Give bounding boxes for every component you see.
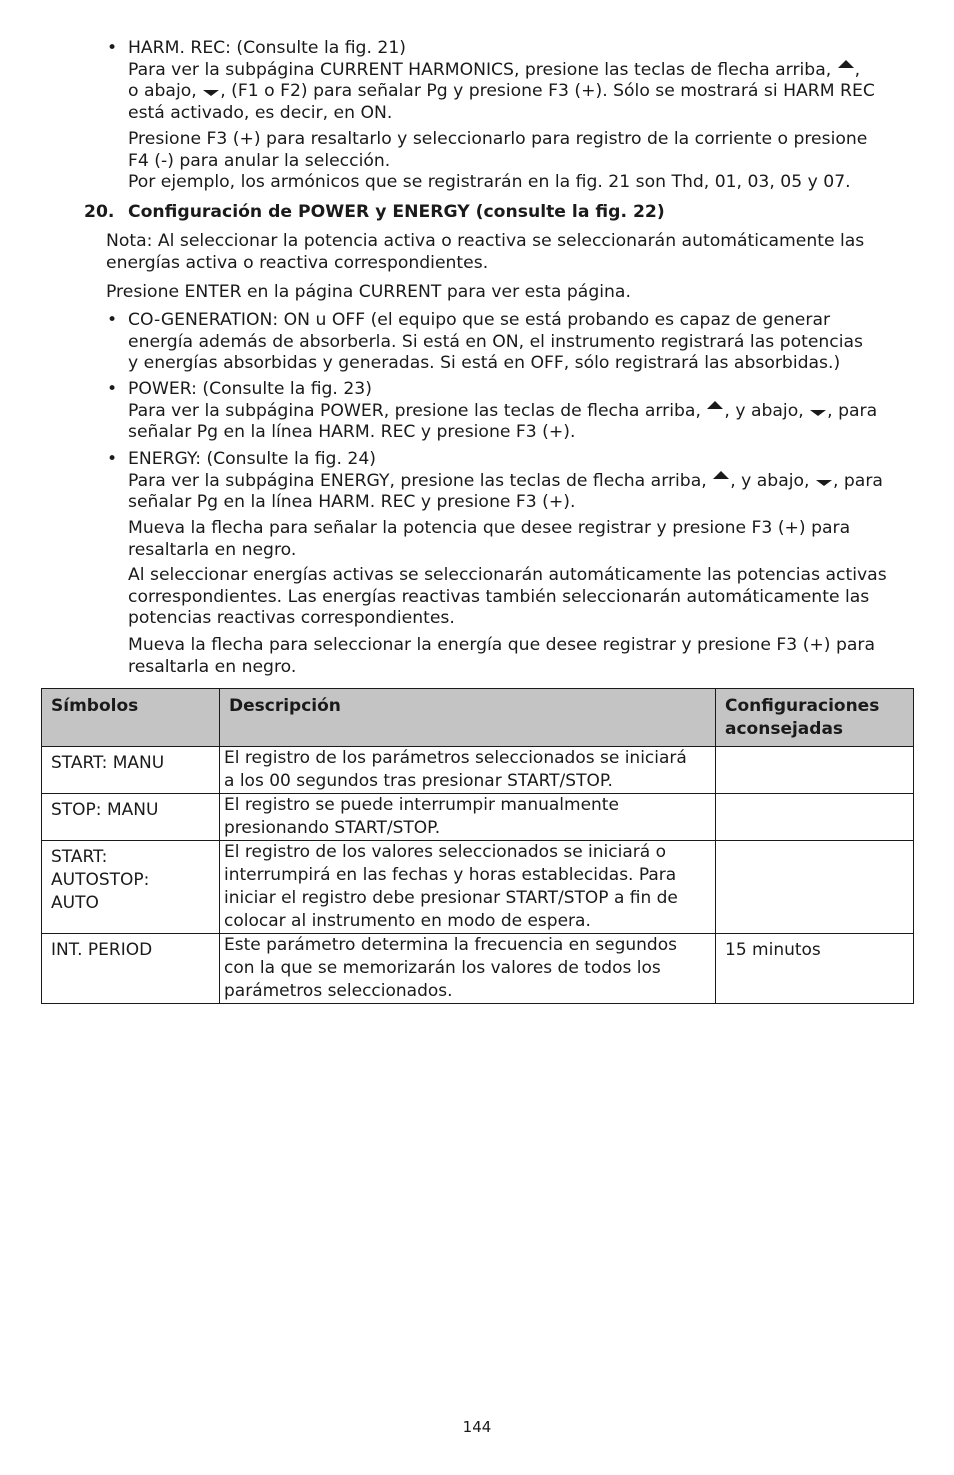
cogeneration-item: CO-GENERATION: ON u OFF (el equipo que se está probando es capaz de generar energía además de absorberla. Si está en ON, el instrumento registrará las potencias y energías absorbidas y generadas. Si está en OFF, sólo registrará las absorbidas.) [128, 310, 864, 374]
energy-item: ENERGY: (Consulte la fig. 24) Para ver la subpágina ENERGY, presione las teclas de flecha arriba, , y abajo, , para señalar Pg en la línea HARM. REC y presione F3 (+). [128, 449, 883, 513]
arrow-up-icon [838, 60, 854, 68]
energy-paragraph: Mueva la flecha para seleccionar la energía que desee registrar y presione F3 (+) para resaltarla en negro. [128, 635, 876, 677]
enter-instruction: Presione ENTER en la página CURRENT para ver esta página. [106, 282, 631, 302]
arrow-down-icon [816, 480, 832, 486]
bullet: • [107, 379, 118, 399]
description-cell: El registro de los valores seleccionados se iniciará o interrumpirá en las fechas y horas establecidas. Para iniciar el registro debe presionar START/STOP a fin de colocar al instrumento en modo de espera. [220, 841, 716, 934]
settings-table [41, 688, 914, 1004]
arrow-up-icon [713, 471, 729, 479]
table-header-row [42, 689, 914, 747]
harm-rec-line: Para ver la subpágina CURRENT HARMONICS, presione las teclas de flecha arriba, , [128, 59, 861, 80]
harm-rec-line: está activado, es decir, en ON. [128, 102, 393, 123]
bullet: • [107, 310, 118, 330]
table-row [42, 794, 914, 841]
symbol-cell: STOP: MANU [42, 794, 220, 841]
harm-rec-paragraph: Presione F3 (+) para resaltarlo y seleccionarlo para registro de la corriente o presione F4 (-) para anular la selección. Por ejemplo, los armónicos que se registrarán en la fig. 21 son Thd, 01, 03, 05 y 07. [128, 129, 868, 193]
section-title: Configuración de POWER y ENERGY (consulte la fig. 22) [128, 202, 665, 222]
power-item: POWER: (Consulte la fig. 23) Para ver la subpágina POWER, presione las teclas de flecha arriba, , y abajo, , para señalar Pg en la línea HARM. REC y presione F3 (+). [128, 379, 878, 443]
table-row [42, 747, 914, 794]
harm-rec-heading: HARM. REC: (Consulte la fig. 21) [128, 38, 406, 58]
header-symbols: Símbolos [42, 689, 220, 747]
setting-cell: 15 minutos [716, 934, 914, 1004]
harm-rec-item [128, 38, 875, 124]
description-cell: El registro se puede interrumpir manualmente presionando START/STOP. [220, 794, 716, 841]
note-paragraph: Nota: Al seleccionar la potencia activa o reactiva se seleccionarán automáticamente las energías activa o reactiva correspondientes. [106, 231, 865, 273]
symbol-cell: INT. PERIOD [42, 934, 220, 1004]
description-cell: Este parámetro determina la frecuencia en segundos con la que se memorizarán los valores de todos los parámetros seleccionados. [220, 934, 716, 1004]
symbol-cell: START: MANU [42, 747, 220, 794]
description-cell: El registro de los parámetros seleccionados se iniciará a los 00 segundos tras presionar START/STOP. [220, 747, 716, 794]
arrow-up-icon [707, 401, 723, 409]
setting-cell [716, 841, 914, 934]
energy-paragraph: Al seleccionar energías activas se seleccionarán automáticamente las potencias activas correspondientes. Las energías reactivas también seleccionarán automáticamente las potencias reactivas correspondientes. [128, 565, 887, 629]
section-number: 20. [84, 202, 115, 222]
bullet: • [107, 38, 118, 58]
table-row [42, 934, 914, 1004]
setting-cell [716, 794, 914, 841]
arrow-down-icon [810, 410, 826, 416]
table-row [42, 841, 914, 934]
bullet: • [107, 449, 118, 469]
symbol-cell: START: AUTOSTOP: AUTO [42, 841, 220, 934]
header-settings: Configuraciones aconsejadas [716, 689, 914, 747]
arrow-down-icon [203, 90, 219, 96]
setting-cell [716, 747, 914, 794]
page-number: 144 [462, 1418, 492, 1436]
header-description: Descripción [220, 689, 716, 747]
harm-rec-line: o abajo, , (F1 o F2) para señalar Pg y presione F3 (+). Sólo se mostrará si HARM REC [128, 81, 875, 102]
energy-paragraph: Mueva la flecha para señalar la potencia que desee registrar y presione F3 (+) para resaltarla en negro. [128, 518, 851, 560]
